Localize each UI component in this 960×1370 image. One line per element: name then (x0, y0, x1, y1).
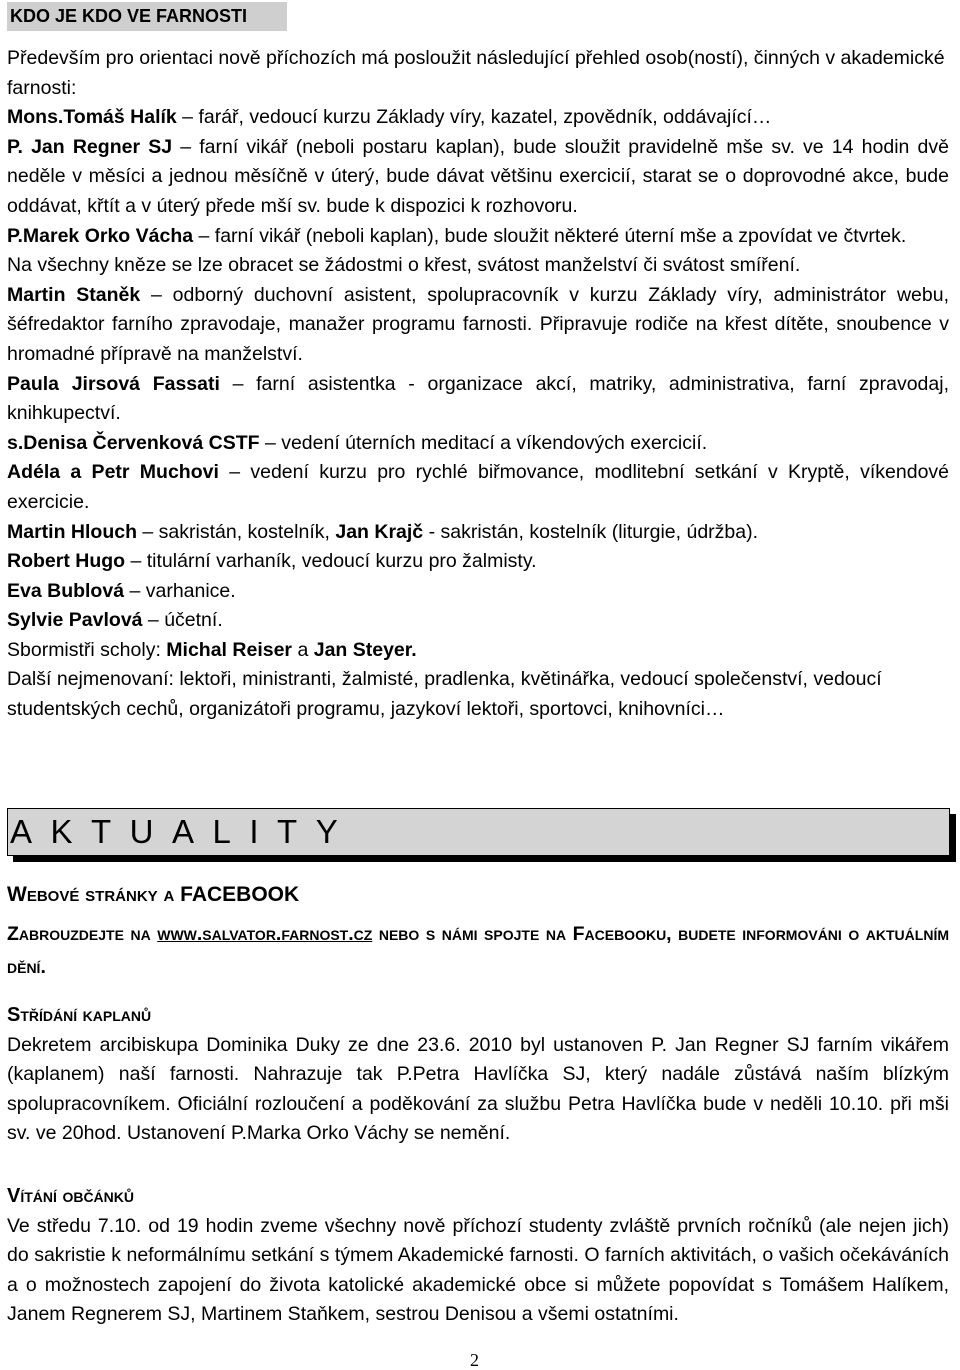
person-bublova: Eva Bublová – varhanice. (7, 579, 236, 602)
vitani-text: Ve středu 7.10. od 19 hodin zveme všechny nově příchozí studenty zvláště prvních ročníků (ale nejen jich) do sakristie k neformálnímu setkání s týmem Akademické farnosti. O farních aktivitách, o vašich očekáváních a o možnostech zapojení do života katolické akademické obce si můžete popovídat s Tomášem Halíkem, Janem Regnerem SJ, Martinem Staňkem, sestrou Denisou a všemi ostatními. (7, 1214, 949, 1326)
web-heading: Webové stránky a FACEBOOK (7, 883, 300, 906)
intro-paragraph: Především pro orientaci nově příchozích má posloužit následující přehled osob(ností), činných v akademické farnosti: (7, 47, 945, 99)
others-paragraph: Další nejmenovaní: lektoři, ministranti, žalmisté, pradlenka, květinářka, vedoucí společenství, vedoucí studentských cechů, organizátoři programu, jazykoví lektoři, sportovci, knihovníci… (7, 668, 882, 721)
web-section (7, 880, 949, 984)
kaplani-heading: Střídání kaplanů (7, 1004, 152, 1026)
person-hlouch: Martin Hlouch – sakristán, kostelník, Jan Krajč - sakristán, kostelník (liturgie, údržba). (7, 520, 759, 543)
person-halik: Mons.Tomáš Halík – farář, vedoucí kurzu Základy víry, kazatel, zpovědník, oddávající… (7, 106, 772, 129)
person-pavlova: Sylvie Pavlová – účetní. (7, 609, 223, 632)
vitani-heading: Vítání občánků (7, 1185, 134, 1207)
kaplani-section (7, 1001, 949, 1149)
person-denisa: s.Denisa Červenková CSTF – vedení úterních meditací a víkendových exercicií. (7, 431, 708, 454)
kaplani-text: Dekretem arcibiskupa Dominika Duky ze dne 23.6. 2010 byl ustanoven P. Jan Regner SJ farním vikářem (kaplanem) naší farnosti. Nahrazuje tak P.Petra Havlíčka SJ, který nadále zůstává naším blízkým spolupracovníkem. Oficiální rozloučení a poděkování za službu Petra Havlíčka bude v neděli 10.10. při mši sv. ve 20hod. Ustanovení P.Marka Orko Váchy se nemění. (7, 1033, 949, 1145)
web-text: Zabrouzdejte na www.salvator.farnost.cz nebo s námi spojte na Facebooku, budete informováni o aktuálním dění. (7, 922, 949, 978)
person-regner: P. Jan Regner SJ – farní vikář (neboli postaru kaplan), bude sloužit pravidelně mše sv. ve 14 hodin dvě neděle v měsíci a jednou měsíčně v úterý, bude dávat většinu exercicií, starat se o doprovodné akce, bude oddávat, křtít a v úterý přede mší sv. bude k dispozici k rozhovoru. (7, 135, 949, 217)
section-header: KDO JE KDO VE FARNOSTI (7, 2, 287, 31)
website-link[interactable]: www.salvator.farnost.cz (157, 922, 373, 945)
vitani-section (7, 1182, 949, 1330)
person-muchovi: Adéla a Petr Muchovi – vedení kurzu pro rychlé biřmovance, modlitební setkání v Kryptě, víkendové exercicie. (7, 461, 950, 513)
aktuality-banner: AKTUALITY (7, 808, 950, 856)
person-hugo: Robert Hugo – titulární varhaník, vedoucí kurzu pro žalmisty. (7, 550, 537, 573)
page-number: 2 (470, 1350, 479, 1370)
people-section (7, 44, 949, 725)
priests-note: Na všechny kněze se lze obracet se žádostmi o křest, svátost manželství či svátost smíření. (7, 254, 801, 277)
person-stanek: Martin Staněk – odborný duchovní asistent, spolupracovník v kurzu Základy víry, administrátor webu, šéfredaktor farního zpravodaje, manažer programu farnosti. Připravuje rodiče na křest dítěte, snoubence v hromadné přípravě na manželství. (7, 283, 949, 365)
person-fassati: Paula Jirsová Fassati – farní asistentka - organizace akcí, matriky, administrativa, farní zpravodaj, knihkupectví. (7, 372, 949, 425)
schola-leaders: Sbormistři scholy: Michal Reiser a Jan Steyer. (7, 638, 417, 661)
person-vacha: P.Marek Orko Vácha – farní vikář (neboli kaplan), bude sloužit některé úterní mše a zpovídat ve čtvrtek. (7, 224, 907, 247)
